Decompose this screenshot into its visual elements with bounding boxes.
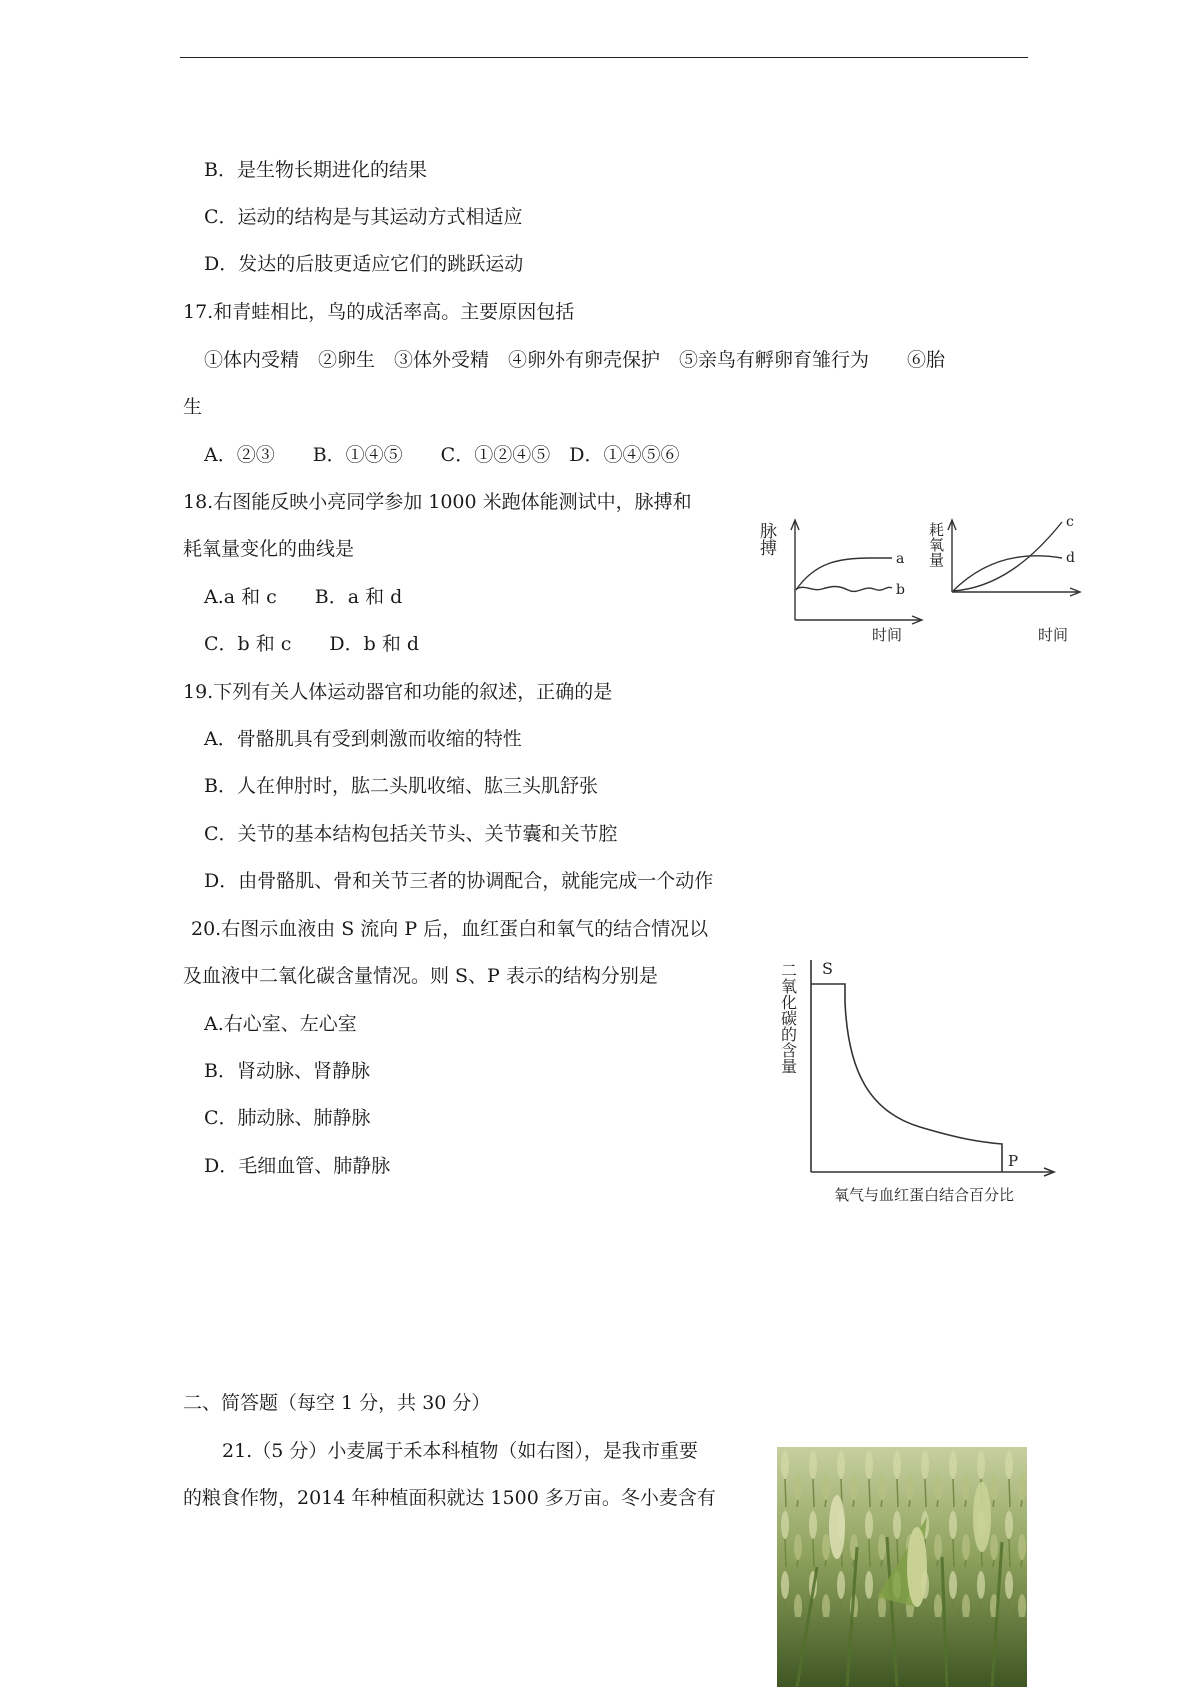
q18-options-cd: C．b 和 c D．b 和 d xyxy=(204,633,420,655)
right-x-label: 时间 xyxy=(1038,626,1069,644)
q20-option-a: A.右心室、左心室 xyxy=(204,1013,357,1035)
q18-figure xyxy=(756,492,1090,644)
q18-options-ab: A.a 和 c B．a 和 d xyxy=(204,586,403,608)
point-label-s: S xyxy=(822,959,833,978)
q19-option-a: A．骨骼肌具有受到刺激而收缩的特性 xyxy=(204,728,522,750)
q16-option-b: B．是生物长期进化的结果 xyxy=(204,159,427,181)
q17-items: ①体内受精 ②卵生 ③体外受精 ④卵外有卵壳保护 ⑤亲鸟有孵卵育雏行为 ⑥胎 xyxy=(204,349,946,371)
q20-figure xyxy=(770,942,1070,1212)
q16-option-d: D．发达的后肢更适应它们的跳跃运动 xyxy=(204,253,524,275)
point-label-p: P xyxy=(1008,1152,1019,1170)
q18-stem-line2: 耗氧量变化的曲线是 xyxy=(183,538,355,560)
y-label: 二氧化碳的含量 xyxy=(778,962,798,1074)
q20-option-c: C．肺动脉、肺静脉 xyxy=(204,1107,371,1129)
curve-a xyxy=(796,558,892,590)
right-y-label: 耗氧量 xyxy=(927,522,945,567)
co2-curve xyxy=(811,984,1002,1172)
q20-stem-line1: 20.右图示血液由 S 流向 P 后，血红蛋白和氧气的结合情况以 xyxy=(191,918,709,940)
q19-option-b: B．人在伸肘时，肱二头肌收缩、肱三头肌舒张 xyxy=(204,775,598,797)
q17-options: A．②③ B．①④⑤ C．①②④⑤ D．①④⑤⑥ xyxy=(204,444,680,466)
curve-label-a: a xyxy=(896,551,905,567)
curve-label-b: b xyxy=(896,582,905,598)
left-x-label: 时间 xyxy=(872,626,903,644)
q20-stem-line2: 及血液中二氧化碳含量情况。则 S、P 表示的结构分别是 xyxy=(183,965,658,987)
section-2-heading: 二、简答题（每空 1 分，共 30 分） xyxy=(183,1392,491,1414)
q18-stem-line1: 18.右图能反映小亮同学参加 1000 米跑体能测试中，脉搏和 xyxy=(183,491,692,513)
q17-stem: 17.和青蛙相比，鸟的成活率高。主要原因包括 xyxy=(183,301,575,323)
curve-label-d: d xyxy=(1066,550,1075,566)
q20-option-d: D．毛细血管、肺静脉 xyxy=(204,1155,391,1177)
q16-option-c: C．运动的结构是与其运动方式相适应 xyxy=(204,206,523,228)
wheat-photo xyxy=(777,1447,1027,1687)
left-y-label: 脉搏 xyxy=(756,522,776,556)
curve-b xyxy=(796,587,892,592)
x-label: 氧气与血红蛋白结合百分比 xyxy=(834,1186,1015,1204)
q19-option-d: D．由骨骼肌、骨和关节三者的协调配合，就能完成一个动作 xyxy=(204,870,714,892)
q19-option-c: C．关节的基本结构包括关节头、关节囊和关节腔 xyxy=(204,823,618,845)
q21-line1: 21.（5 分）小麦属于禾本科植物（如右图），是我市重要 xyxy=(222,1440,698,1462)
curve-d xyxy=(953,556,1062,591)
q21-line2: 的粮食作物，2014 年种植面积就达 1500 多万亩。冬小麦含有 xyxy=(183,1487,716,1509)
q17-items-cont: 生 xyxy=(183,396,203,418)
q20-option-b: B．肾动脉、肾静脉 xyxy=(204,1060,370,1082)
header-rule xyxy=(180,57,1028,58)
q19-stem: 19.下列有关人体运动器官和功能的叙述，正确的是 xyxy=(183,681,613,703)
curve-label-c: c xyxy=(1066,514,1074,530)
